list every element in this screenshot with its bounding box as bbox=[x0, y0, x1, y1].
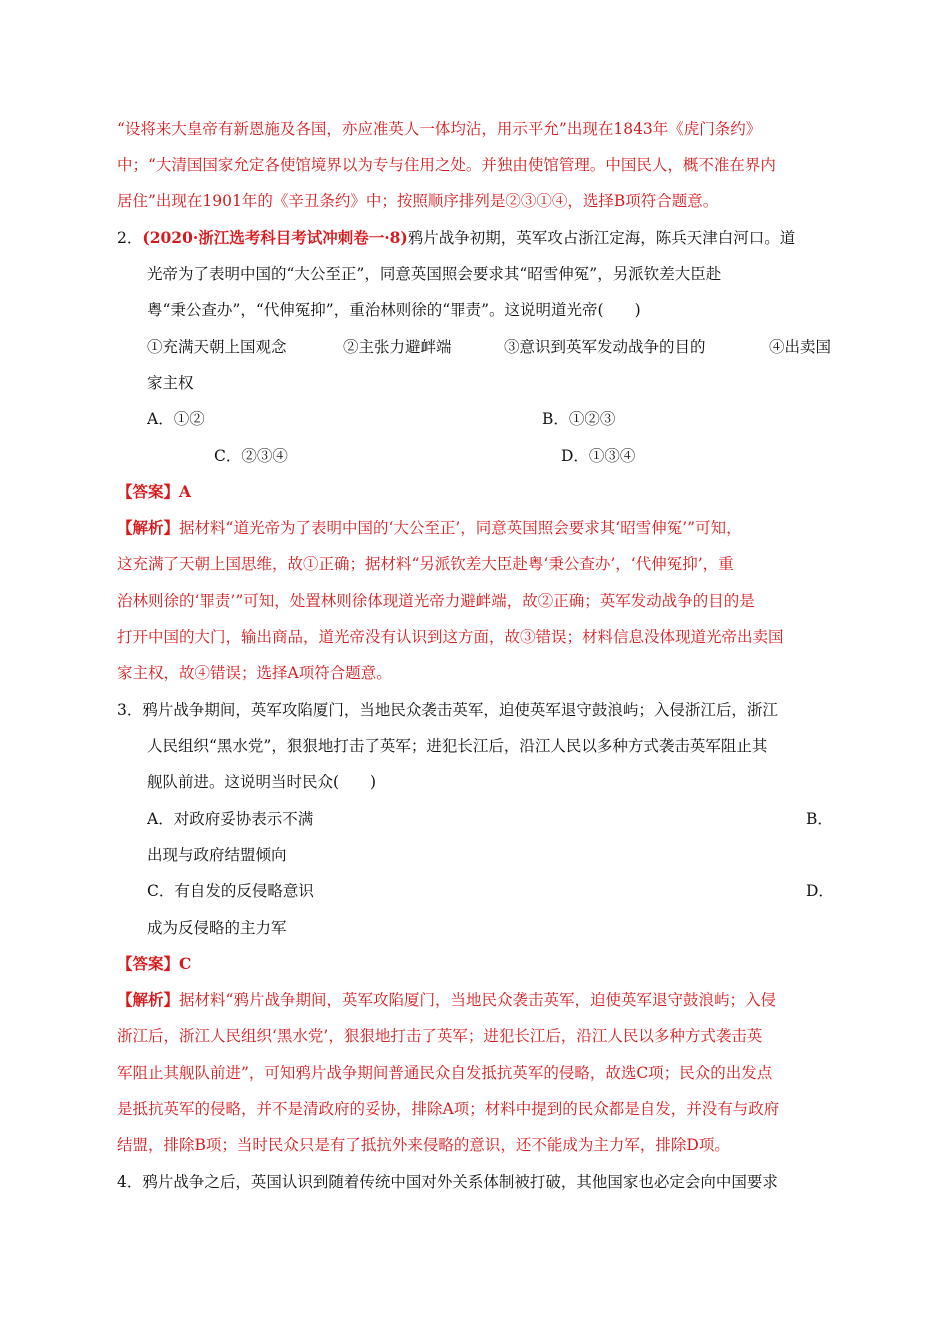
q2-statement-2: ②主张力避衅端 bbox=[343, 338, 452, 356]
prev-explanation-line-2: 中；“大清国国家允定各使馆境界以为专与住用之处。并独由使馆管理。中国民人，概不准在界内 bbox=[117, 156, 776, 174]
q3-option-b-label: B． bbox=[806, 810, 833, 828]
q2-answer-label: 【答案】 bbox=[117, 482, 180, 501]
prev-explanation-line-1: “设将来大皇帝有新恩施及各国，亦应准英人一体均沾，用示平允”出现在1843年《虎门条约》 bbox=[117, 120, 762, 138]
q3-answer-label: 【答案】 bbox=[117, 954, 180, 973]
q3-option-a: A．对政府妥协表示不满 bbox=[147, 810, 314, 828]
q2-analysis-line-1 bbox=[117, 517, 742, 539]
q2-stem-line-1 bbox=[117, 227, 795, 249]
prev-explanation-line-3: 居住”出现在1901年的《辛丑条约》中；按照顺序排列是②③①④，选择B项符合题意。 bbox=[117, 192, 719, 210]
q3-option-d-text: 成为反侵略的主力军 bbox=[147, 919, 287, 937]
q3-stem-first: 鸦片战争期间，英军攻陷厦门，当地民众袭击英军，迫使英军退守鼓浪屿；入侵浙江后，浙江 bbox=[142, 701, 778, 719]
q2-number: 2． bbox=[117, 229, 143, 247]
q2-analysis-line-2: 这充满了天朝上国思维，故①正确；据材料“另派钦差大臣赴粤‘秉公查办’，‘代伸冤抑’，重 bbox=[117, 555, 734, 573]
q3-answer-value: C bbox=[179, 954, 192, 973]
q3-answer bbox=[117, 953, 191, 975]
q4-stem-line-1 bbox=[117, 1171, 778, 1193]
q2-option-a: A．①② bbox=[147, 410, 205, 428]
q2-analysis-line-5: 家主权，故④错误；选择A项符合题意。 bbox=[117, 664, 392, 682]
q3-stem-line-3: 舰队前进。这说明当时民众( ) bbox=[147, 773, 377, 791]
q2-option-d: D．①③④ bbox=[561, 447, 636, 465]
q2-answer-value: A bbox=[179, 482, 192, 501]
q2-answer bbox=[117, 481, 191, 503]
q3-option-c: C．有自发的反侵略意识 bbox=[147, 882, 314, 900]
q3-stem-line-2: 人民组织“黑水党”，狠狠地打击了英军；进犯长江后，沿江人民以多种方式袭击英军阻止其 bbox=[147, 737, 768, 755]
q2-option-c: C．②③④ bbox=[214, 447, 288, 465]
q3-number: 3． bbox=[117, 701, 143, 719]
q2-stem-first: 鸦片战争初期，英军攻占浙江定海，陈兵天津白河口。道 bbox=[407, 229, 796, 247]
q4-stem-first: 鸦片战争之后，英国认识到随着传统中国对外关系体制被打破，其他国家也必定会向中国要求 bbox=[142, 1173, 778, 1191]
q2-stem-line-3: 粤“秉公查办”，“代伸冤抑”，重治林则徐的“罪责”。这说明道光帝( ) bbox=[147, 301, 641, 319]
q3-option-b-text: 出现与政府结盟倾向 bbox=[147, 846, 287, 864]
q2-statement-3: ③意识到英军发动战争的目的 bbox=[504, 338, 706, 356]
q3-option-d-label: D． bbox=[806, 882, 834, 900]
q2-analysis-line-3: 治林则徐的‘罪责’”可知，处置林则徐体现道光帝力避衅端，故②正确；英军发动战争的目的是 bbox=[117, 592, 755, 610]
q2-statement-4: ④出卖国 bbox=[769, 338, 832, 356]
q4-number: 4． bbox=[117, 1173, 143, 1191]
q3-analysis-line-1 bbox=[117, 989, 776, 1011]
q2-analysis-label: 【解析】 bbox=[117, 518, 180, 537]
q3-analysis-line-2: 浙江后，浙江人民组织‘黑水党’，狠狠地打击了英军；进犯长江后，沿江人民以多种方式袭击英 bbox=[117, 1027, 763, 1045]
q2-stem-line-2: 光帝为了表明中国的“大公至正”，同意英国照会要求其“昭雪伸冤”，另派钦差大臣赴 bbox=[147, 265, 722, 283]
q2-analysis-text-1: 据材料“道光帝为了表明中国的‘大公至正’，同意英国照会要求其‘昭雪伸冤’”可知， bbox=[179, 519, 742, 537]
q2-source: (2020·浙江选考科目考试冲刺卷一·8) bbox=[142, 228, 408, 247]
q2-statement-4-cont: 家主权 bbox=[147, 374, 194, 392]
q2-statement-1: ①充满天朝上国观念 bbox=[147, 338, 287, 356]
q3-analysis-line-5: 结盟，排除B项；当时民众只是有了抵抗外来侵略的意识，还不能成为主力军，排除D项。 bbox=[117, 1136, 730, 1154]
q3-analysis-line-4: 是抵抗英军的侵略，并不是清政府的妥协，排除A项；材料中提到的民众都是自发，并没有与政府 bbox=[117, 1100, 780, 1118]
q2-analysis-line-4: 打开中国的大门，输出商品，道光帝没有认识到这方面，故③错误；材料信息没体现道光帝出卖国 bbox=[117, 628, 784, 646]
q2-option-b: B．①②③ bbox=[542, 410, 616, 428]
q3-analysis-label: 【解析】 bbox=[117, 990, 180, 1009]
q3-analysis-line-3: 军阻止其舰队前进”，可知鸦片战争期间普通民众自发抵抗英军的侵略，故选C项；民众的出发点 bbox=[117, 1064, 773, 1082]
q3-analysis-text-1: 据材料“鸦片战争期间，英军攻陷厦门，当地民众袭击英军，迫使英军退守鼓浪屿；入侵 bbox=[179, 991, 776, 1009]
q3-stem-line-1 bbox=[117, 699, 778, 721]
